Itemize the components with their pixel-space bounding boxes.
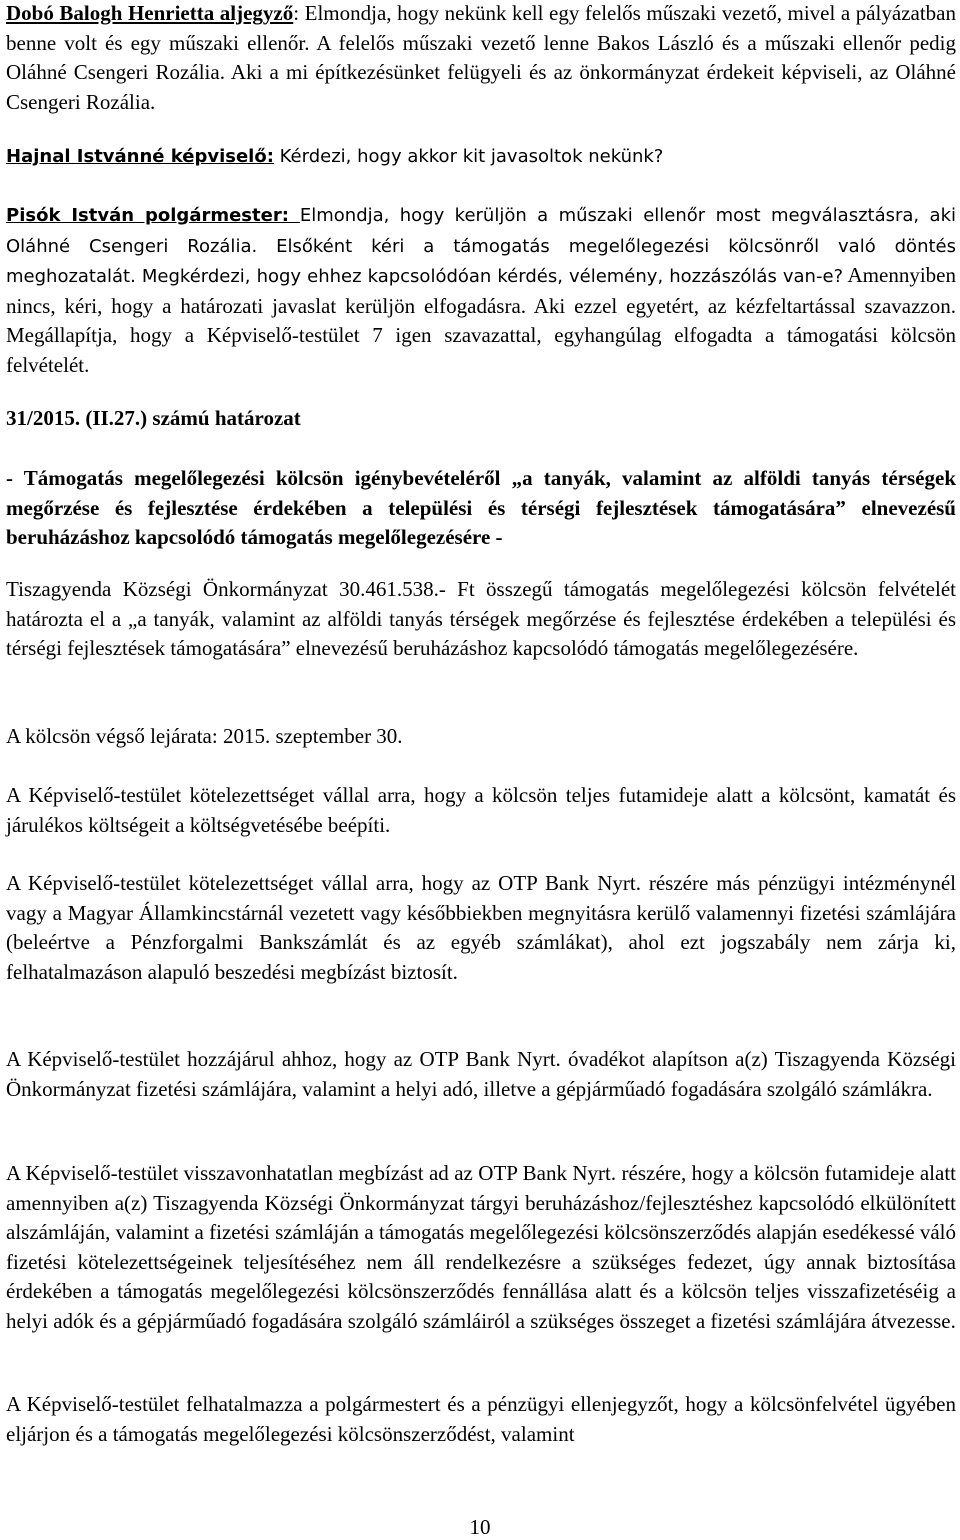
resolution-title: - Támogatás megelőlegezési kölcsön igénybevételéről „a tanyák, valamint az alföldi tanyás térségek megőrzése és fejlesztése érdekében a települési és térségi fejlesztések támogatására” elnevezésű beruházáshoz kapcsolódó támogatás megelőlegezésére -	[6, 466, 956, 549]
paragraph-deposit: A Képviselő-testület hozzájárul ahhoz, hogy az OTP Bank Nyrt. óvadékot alapítson a(z) Tiszagyenda Községi Önkormányzat fizetési számlájára, valamint a helyi adó, illetve a gépjárműadó fogadására szolgáló számlákra.	[6, 1047, 956, 1101]
paragraph-text-sans: Elmondja, hogy kerüljön a műszaki ellenőr most megválasztásra, aki Oláhné Csengeri Rozália. Elsőként kéri a támogatás megelőlegezési kölcsönről való döntés meghozatalát. Megkérdezi, hogy ehhez kapcsolódóan kérdés, vélemény, hozzászólás van-e?	[6, 205, 956, 288]
paragraph-aljegyzo	[6, 0, 956, 117]
paragraph-hajnal	[6, 141, 956, 172]
paragraph-budget-commitment: A Képviselő-testület kötelezettséget vállal arra, hogy a kölcsön teljes futamideje alatt a kölcsönt, kamatát és járulékos költségeit a költségvetésébe beépíti.	[6, 783, 956, 837]
paragraph-loan-expiry: A kölcsön végső lejárata: 2015. szeptember 30.	[6, 724, 403, 748]
speaker-name: Dobó Balogh Henrietta aljegyző	[6, 1, 294, 25]
paragraph-text: Kérdezi, hogy akkor kit javasoltok nekünk?	[273, 146, 664, 167]
paragraph-text-serif: Amennyiben nincs, kéri, hogy a határozati javaslat kerüljön elfogadásra. Aki ezzel egyetért, az kézfeltartással szavazzon. Megállapítja, hogy a Képviselő-testület 7 igen szavazattal, egyhangúlag elfogadta a támogatási kölcsön felvételét.	[6, 263, 956, 377]
speaker-name: Hajnal Istvánné képviselő:	[6, 146, 274, 167]
paragraph-authorization: A Képviselő-testület felhatalmazza a polgármestert és a pénzügyi ellenjegyzőt, hogy a kölcsönfelvétel ügyében eljárjon és a támogatás megelőlegezési kölcsönszerződést, valamint	[6, 1392, 956, 1446]
paragraph-loan-amount: Tiszagyenda Községi Önkormányzat 30.461.538.- Ft összegű támogatás megelőlegezési kölcsön felvételét határozta el a „a tanyák, valamint az alföldi tanyás térségek megőrzése és fejlesztése érdekében a települési és térségi fejlesztések támogatására” elnevezésű beruházáshoz kapcsolódó támogatás megelőlegezésére.	[6, 577, 956, 660]
page-number: 10	[469, 1515, 491, 1539]
paragraph-text: : Elmondja, hogy nekünk kell egy felelős műszaki vezető, mivel a pályázatban benne volt és egy műszaki ellenőr. A felelős műszaki vezető lenne Bakos László és a műszaki ellenőr pedig Oláhné Csengeri Rozália. Aki a mi építkezésünket felügyeli és az önkormányzat érdekeit képviseli, az Oláhné Csengeri Rozália.	[6, 1, 956, 114]
paragraph-collection-order: A Képviselő-testület kötelezettséget vállal arra, hogy az OTP Bank Nyrt. részére más pénzügyi intézménynél vagy a Magyar Államkincstárnál vezetett vagy későbbiekben megnyitásra kerülő valamennyi fizetési számlájára (beleértve a Pénzforgalmi Bankszámlát és az egyéb számlákat), ahol ezt jogszabály nem zárja ki, felhatalmazáson alapuló beszedési megbízást biztosít.	[6, 871, 956, 984]
speaker-name: Pisók István polgármester:	[6, 205, 300, 226]
paragraph-pisok	[6, 200, 956, 381]
paragraph-irrevocable-mandate: A Képviselő-testület visszavonhatatlan megbízást ad az OTP Bank Nyrt. részére, hogy a kölcsön futamideje alatt amennyiben a(z) Tiszagyenda Községi Önkormányzat tárgyi beruházáshoz/fejlesztéshez kapcsolódó elkülönített alszámláján, valamint a fizetési számláján a támogatás megelőlegezési kölcsönszerződés alapján esedékessé váló fizetési kötelezettségeinek teljesítéséhez nem áll rendelkezésre a szükséges fedezet, úgy annak biztosítása érdekében a támogatás megelőlegezési kölcsönszerződés fennállása alatt és a kölcsön teljes visszafizetéséig a helyi adók és a gépjárműadó fogadására szolgáló számláiról a szükséges összeget a fizetési számlájára átvezesse.	[6, 1161, 956, 1333]
resolution-number: 31/2015. (II.27.) számú határozat	[6, 406, 301, 430]
